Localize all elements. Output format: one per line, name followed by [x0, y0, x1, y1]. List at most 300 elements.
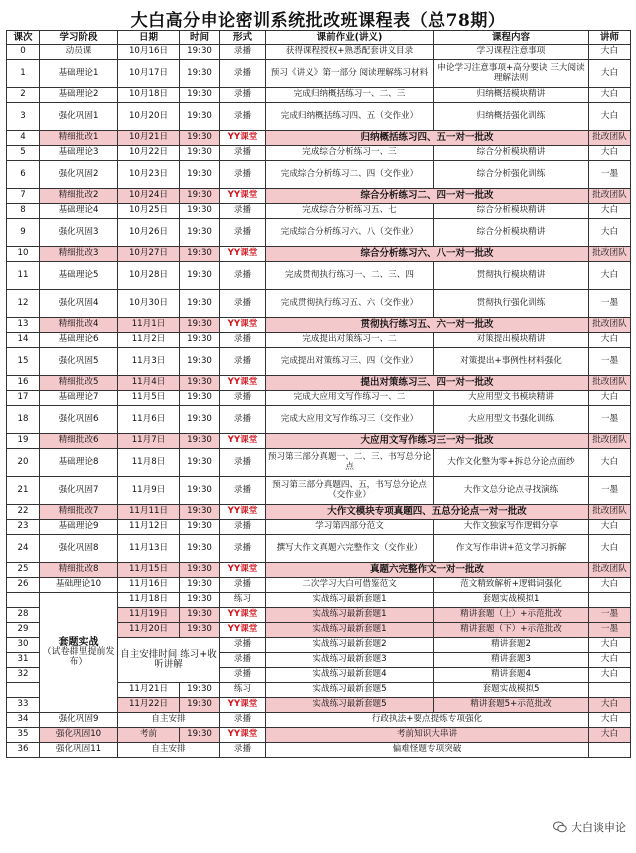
date-cell: 10月23日 [118, 161, 180, 189]
format-cell: YY课堂 [220, 189, 266, 204]
time-cell: 19:30 [180, 376, 220, 391]
time-cell: 19:30 [180, 391, 220, 406]
content-cell: 综合分析强化训练 [434, 161, 589, 189]
date-cell: 11月9日 [118, 477, 180, 505]
time-cell: 19:30 [180, 318, 220, 333]
lesson-number: 29 [7, 623, 40, 638]
content-cell: 精讲套题（上）+示范批改 [434, 608, 589, 623]
table-row [7, 477, 631, 505]
topic-cell: 行政执法+要点提炼专项强化 [266, 713, 589, 728]
teacher-cell: 一墨 [589, 608, 631, 623]
lesson-number: 13 [7, 318, 40, 333]
table-row [7, 204, 631, 219]
lesson-number: 20 [7, 449, 40, 477]
lesson-number: 16 [7, 376, 40, 391]
col-header: 形式 [220, 31, 266, 45]
format-cell: 录播 [220, 161, 266, 189]
table-row [7, 406, 631, 434]
homework-cell: 完成提出对策练习三、四（交作业） [266, 348, 434, 376]
format-cell: YY课堂 [220, 623, 266, 638]
teacher-cell: 大白 [589, 204, 631, 219]
content-cell: 大作文化整为零+拆总分论点面纱 [434, 449, 589, 477]
format-cell: YY课堂 [220, 728, 266, 743]
review-banner: 综合分析练习二、四一对一批改 [266, 189, 589, 204]
date-cell: 10月30日 [118, 290, 180, 318]
teacher-cell [589, 683, 631, 698]
teacher-cell: 大白 [589, 333, 631, 348]
stage-cell: 精细批改5 [40, 376, 118, 391]
time-cell: 19:30 [180, 290, 220, 318]
date-cell: 11月18日 [118, 593, 180, 608]
table-row [7, 505, 631, 520]
date-cell: 11月21日 [118, 683, 180, 698]
stage-cell: 基础理论5 [40, 262, 118, 290]
stage-cell: 基础理论9 [40, 520, 118, 535]
schedule-table [6, 30, 631, 758]
time-cell: 19:30 [180, 146, 220, 161]
stage-cell: 强化巩固2 [40, 161, 118, 189]
watermark [553, 819, 626, 835]
table-row [7, 449, 631, 477]
date-cell: 11月11日 [118, 505, 180, 520]
sprint-stage-cell [40, 593, 118, 713]
format-cell: 录播 [220, 520, 266, 535]
table-row [7, 219, 631, 247]
stage-cell: 精细批改7 [40, 505, 118, 520]
format-cell: 练习 [220, 593, 266, 608]
table-row [7, 434, 631, 449]
lesson-number: 34 [7, 713, 40, 728]
lesson-number: 7 [7, 189, 40, 204]
teacher-cell: 批改团队 [589, 505, 631, 520]
content-cell: 大作文独家写作逻辑分享 [434, 520, 589, 535]
date-cell: 11月6日 [118, 406, 180, 434]
date-cell: 10月17日 [118, 60, 180, 88]
date-cell: 10月25日 [118, 204, 180, 219]
homework-cell: 实战练习最新套题2 [266, 638, 434, 653]
date-cell: 11月16日 [118, 578, 180, 593]
content-cell: 范文精致解析+逻辑词强化 [434, 578, 589, 593]
format-cell: 录播 [220, 103, 266, 131]
time-cell: 19:30 [180, 189, 220, 204]
teacher-cell: 大白 [589, 653, 631, 668]
teacher-cell: 大白 [589, 668, 631, 683]
stage-cell: 基础理论7 [40, 391, 118, 406]
homework-cell: 实战练习最新套题5 [266, 683, 434, 698]
table-row [7, 290, 631, 318]
time-cell: 19:30 [180, 698, 220, 713]
date-cell: 11月13日 [118, 535, 180, 563]
time-cell: 19:30 [180, 623, 220, 638]
stage-cell: 强化巩固7 [40, 477, 118, 505]
lesson-number: 30 [7, 638, 40, 653]
date-cell: 10月27日 [118, 247, 180, 262]
col-header: 课次 [7, 31, 40, 45]
teacher-cell: 大白 [589, 103, 631, 131]
stage-cell: 强化巩固1 [40, 103, 118, 131]
homework-cell: 完成综合分析练习五、七 [266, 204, 434, 219]
review-banner: 综合分析练习六、八一对一批改 [266, 247, 589, 262]
time-cell: 19:30 [180, 449, 220, 477]
review-banner: 真题六完整作文一对一批改 [266, 563, 589, 578]
teacher-cell: 批改团队 [589, 131, 631, 146]
review-banner: 提出对策练习三、四一对一批改 [266, 376, 589, 391]
table-row [7, 376, 631, 391]
content-cell: 申论学习注意事项+高分要诀 三大阅读理解法则 [434, 60, 589, 88]
table-row [7, 45, 631, 60]
table-row [7, 161, 631, 189]
format-cell: YY课堂 [220, 563, 266, 578]
lesson-number: 17 [7, 391, 40, 406]
content-cell: 学习课程注意事项 [434, 45, 589, 60]
date-cell: 11月3日 [118, 348, 180, 376]
format-cell: YY课堂 [220, 698, 266, 713]
teacher-cell: 批改团队 [589, 247, 631, 262]
stage-cell: 强化巩固6 [40, 406, 118, 434]
format-cell: 录播 [220, 60, 266, 88]
content-cell: 对策提出+事例性材料强化 [434, 348, 589, 376]
format-cell: 录播 [220, 477, 266, 505]
table-row [7, 535, 631, 563]
homework-cell: 完成大应用文写作练习一、二 [266, 391, 434, 406]
format-cell: 录播 [220, 219, 266, 247]
lesson-number: 28 [7, 608, 40, 623]
time-cell: 19:30 [180, 103, 220, 131]
homework-cell: 获得课程授权+熟悉配套讲义目录 [266, 45, 434, 60]
table-row [7, 247, 631, 262]
time-cell: 19:30 [180, 247, 220, 262]
stage-cell: 动员课 [40, 45, 118, 60]
format-cell: 录播 [220, 406, 266, 434]
col-header: 讲师 [589, 31, 631, 45]
stage-cell: 强化巩固4 [40, 290, 118, 318]
teacher-cell: 大白 [589, 60, 631, 88]
table-row [7, 391, 631, 406]
format-cell: 录播 [220, 653, 266, 668]
stage-cell: 基础理论2 [40, 88, 118, 103]
table-row [7, 262, 631, 290]
homework-cell: 实战练习最新套题1 [266, 623, 434, 638]
teacher-cell: 一墨 [589, 290, 631, 318]
stage-cell: 基础理论6 [40, 333, 118, 348]
date-cell: 11月7日 [118, 434, 180, 449]
stage-cell: 强化巩固8 [40, 535, 118, 563]
format-cell: 录播 [220, 290, 266, 318]
teacher-cell: 大白 [589, 449, 631, 477]
time-cell: 19:30 [180, 45, 220, 60]
content-cell: 贯彻执行模块精讲 [434, 262, 589, 290]
format-cell: 录播 [220, 348, 266, 376]
format-cell: 录播 [220, 668, 266, 683]
time-cell: 19:30 [180, 204, 220, 219]
time-cell: 19:30 [180, 161, 220, 189]
sprint-stage-title: 套题实战 [58, 636, 99, 648]
lesson-number: 1 [7, 60, 40, 88]
table-row [7, 578, 631, 593]
stage-cell: 精细批改4 [40, 318, 118, 333]
format-cell: 练习 [220, 683, 266, 698]
time-cell: 19:30 [180, 505, 220, 520]
watermark-text: 大白谈申论 [571, 821, 626, 834]
time-cell: 19:30 [180, 683, 220, 698]
stage-cell: 基础理论1 [40, 60, 118, 88]
format-cell: YY课堂 [220, 247, 266, 262]
stage-cell: 基础理论8 [40, 449, 118, 477]
table-row [7, 146, 631, 161]
teacher-cell [589, 743, 631, 758]
schedule-body [7, 45, 631, 758]
self-arranged-cell: 自主安排 [118, 743, 220, 758]
teacher-cell: 批改团队 [589, 563, 631, 578]
date-cell: 10月22日 [118, 146, 180, 161]
review-banner: 大作文模块专项真题四、五总分论点一对一批改 [266, 505, 589, 520]
time-cell: 19:30 [180, 608, 220, 623]
table-row [7, 60, 631, 88]
content-cell: 大应用型文书模块精讲 [434, 391, 589, 406]
format-cell: 录播 [220, 88, 266, 103]
lesson-number: 15 [7, 348, 40, 376]
content-cell: 归纳概括模块精讲 [434, 88, 589, 103]
format-cell: YY课堂 [220, 318, 266, 333]
lesson-number: 18 [7, 406, 40, 434]
date-cell: 10月18日 [118, 88, 180, 103]
table-row [7, 520, 631, 535]
homework-cell: 完成归纳概括练习一、二、三 [266, 88, 434, 103]
col-header: 课前作业(讲义) [266, 31, 434, 45]
lesson-number: 36 [7, 743, 40, 758]
teacher-cell [589, 593, 631, 608]
homework-cell: 二次学习大白可借鉴范文 [266, 578, 434, 593]
homework-cell: 撰写大作文真题六完整作文（交作业） [266, 535, 434, 563]
homework-cell: 完成提出对策练习一、二 [266, 333, 434, 348]
format-cell: 录播 [220, 449, 266, 477]
format-cell: YY课堂 [220, 608, 266, 623]
format-cell: 录播 [220, 204, 266, 219]
format-cell: 录播 [220, 743, 266, 758]
homework-cell: 实战练习最新套题4 [266, 668, 434, 683]
review-banner: 大应用文写作练习三一对一批改 [266, 434, 589, 449]
teacher-cell: 一墨 [589, 477, 631, 505]
homework-cell: 完成归纳概括练习四、五（交作业） [266, 103, 434, 131]
content-cell: 精讲套题4 [434, 668, 589, 683]
format-cell: 录播 [220, 45, 266, 60]
stage-cell: 强化巩固11 [40, 743, 118, 758]
time-cell: 19:30 [180, 477, 220, 505]
topic-cell: 偏难怪题专项突破 [266, 743, 589, 758]
teacher-cell: 大白 [589, 219, 631, 247]
homework-cell: 完成大应用文写作练习三（交作业） [266, 406, 434, 434]
teacher-cell: 批改团队 [589, 189, 631, 204]
page-title: 大白高分申论密训系统批改班课程表（总78期） [130, 11, 506, 31]
lesson-number: 35 [7, 728, 40, 743]
teacher-cell: 大白 [589, 698, 631, 713]
teacher-cell: 大白 [589, 88, 631, 103]
time-cell: 19:30 [180, 728, 220, 743]
lesson-number: 12 [7, 290, 40, 318]
stage-cell: 强化巩固5 [40, 348, 118, 376]
lesson-number: 21 [7, 477, 40, 505]
table-row [7, 728, 631, 743]
content-cell: 作文写作串讲+范文学习拆解 [434, 535, 589, 563]
teacher-cell: 大白 [589, 728, 631, 743]
time-cell: 19:30 [180, 434, 220, 449]
date-cell: 11月2日 [118, 333, 180, 348]
format-cell: 录播 [220, 333, 266, 348]
lesson-number: 5 [7, 146, 40, 161]
homework-cell: 实战练习最新套题1 [266, 608, 434, 623]
teacher-cell: 大白 [589, 146, 631, 161]
teacher-cell: 大白 [589, 391, 631, 406]
header-row [7, 31, 631, 45]
stage-cell: 强化巩固9 [40, 713, 118, 728]
lesson-number [7, 683, 40, 698]
lesson-number: 32 [7, 668, 40, 683]
time-cell: 19:30 [180, 88, 220, 103]
format-cell: YY课堂 [220, 131, 266, 146]
lesson-number: 26 [7, 578, 40, 593]
lesson-number: 6 [7, 161, 40, 189]
homework-cell: 完成贯彻执行练习一、二、三、四 [266, 262, 434, 290]
table-row [7, 189, 631, 204]
content-cell: 大应用型文书强化训练 [434, 406, 589, 434]
teacher-cell: 大白 [589, 578, 631, 593]
content-cell: 精讲套题2 [434, 638, 589, 653]
date-cell: 10月21日 [118, 131, 180, 146]
time-cell: 19:30 [180, 406, 220, 434]
lesson-number: 31 [7, 653, 40, 668]
self-arranged-note: 自主安排时间 练习+收听讲解 [118, 638, 220, 683]
time-cell: 19:30 [180, 578, 220, 593]
teacher-cell: 一墨 [589, 623, 631, 638]
date-cell: 10月20日 [118, 103, 180, 131]
table-row [7, 88, 631, 103]
content-cell: 精讲套题3 [434, 653, 589, 668]
teacher-cell: 大白 [589, 638, 631, 653]
teacher-cell: 批改团队 [589, 376, 631, 391]
lesson-number: 33 [7, 698, 40, 713]
lesson-number [7, 593, 40, 608]
content-cell: 大作文总分论点寻找演练 [434, 477, 589, 505]
date-cell: 10月26日 [118, 219, 180, 247]
date-cell: 10月28日 [118, 262, 180, 290]
teacher-cell: 大白 [589, 262, 631, 290]
format-cell: 录播 [220, 391, 266, 406]
lesson-number: 25 [7, 563, 40, 578]
teacher-cell: 大白 [589, 45, 631, 60]
date-cell: 10月24日 [118, 189, 180, 204]
content-cell: 精讲套题（下）+示范批改 [434, 623, 589, 638]
date-cell: 考前 [118, 728, 180, 743]
content-cell: 对策提出模块精讲 [434, 333, 589, 348]
time-cell: 19:30 [180, 348, 220, 376]
content-cell: 贯彻执行强化训练 [434, 290, 589, 318]
homework-cell: 完成综合分析练习六、八（交作业） [266, 219, 434, 247]
self-arranged-cell: 自主安排 [118, 713, 220, 728]
review-banner: 贯彻执行练习五、六一对一批改 [266, 318, 589, 333]
content-cell: 套题实战模拟1 [434, 593, 589, 608]
time-cell: 19:30 [180, 333, 220, 348]
time-cell: 19:30 [180, 535, 220, 563]
time-cell: 19:30 [180, 131, 220, 146]
date-cell: 10月16日 [118, 45, 180, 60]
teacher-cell: 大白 [589, 535, 631, 563]
homework-cell: 实战练习最新套题5 [266, 698, 434, 713]
teacher-cell: 大白 [589, 713, 631, 728]
col-header: 学习阶段 [40, 31, 118, 45]
stage-cell: 基础理论4 [40, 204, 118, 219]
homework-cell: 预习《讲义》第一部分 阅读理解练习材料 [266, 60, 434, 88]
col-header: 日期 [118, 31, 180, 45]
table-row [7, 563, 631, 578]
homework-cell: 实战练习最新套题3 [266, 653, 434, 668]
lesson-number: 0 [7, 45, 40, 60]
content-cell: 归纳概括强化训练 [434, 103, 589, 131]
format-cell: YY课堂 [220, 376, 266, 391]
lesson-number: 3 [7, 103, 40, 131]
content-cell: 综合分析模块精讲 [434, 204, 589, 219]
lesson-number: 10 [7, 247, 40, 262]
stage-cell: 基础理论3 [40, 146, 118, 161]
stage-cell: 精细批改8 [40, 563, 118, 578]
table-row [7, 103, 631, 131]
col-header: 课程内容 [434, 31, 589, 45]
sprint-stage-note: （试卷群里提前发布） [42, 647, 115, 667]
date-cell: 11月4日 [118, 376, 180, 391]
teacher-cell: 批改团队 [589, 434, 631, 449]
table-row [7, 348, 631, 376]
format-cell: 录播 [220, 262, 266, 290]
stage-cell: 强化巩固3 [40, 219, 118, 247]
table-row [7, 593, 631, 608]
homework-cell: 预习第三部分真题四、五，书写总分论点（交作业） [266, 477, 434, 505]
homework-cell: 预习第三部分真题一、二、三、书写总分论点 [266, 449, 434, 477]
homework-cell: 学习第四部分范文 [266, 520, 434, 535]
format-cell: 录播 [220, 535, 266, 563]
time-cell: 19:30 [180, 60, 220, 88]
date-cell: 11月15日 [118, 563, 180, 578]
stage-cell: 精细批改2 [40, 189, 118, 204]
stage-cell: 精细批改3 [40, 247, 118, 262]
format-cell: 录播 [220, 146, 266, 161]
lesson-number: 19 [7, 434, 40, 449]
review-banner: 归纳概括练习四、五一对一批改 [266, 131, 589, 146]
homework-cell: 实战练习最新套题1 [266, 593, 434, 608]
wechat-icon [553, 821, 567, 833]
teacher-cell: 大白 [589, 520, 631, 535]
date-cell: 11月20日 [118, 623, 180, 638]
time-cell: 19:30 [180, 563, 220, 578]
stage-cell: 精细批改1 [40, 131, 118, 146]
format-cell: YY课堂 [220, 434, 266, 449]
col-header: 时间 [180, 31, 220, 45]
lesson-number: 23 [7, 520, 40, 535]
time-cell: 19:30 [180, 262, 220, 290]
stage-cell: 精细批改6 [40, 434, 118, 449]
lesson-number: 24 [7, 535, 40, 563]
teacher-cell: 批改团队 [589, 318, 631, 333]
homework-cell: 完成综合分析练习一、三 [266, 146, 434, 161]
stage-cell: 基础理论10 [40, 578, 118, 593]
date-cell: 11月8日 [118, 449, 180, 477]
format-cell: 录播 [220, 638, 266, 653]
date-cell: 11月19日 [118, 608, 180, 623]
teacher-cell: 一墨 [589, 161, 631, 189]
teacher-cell: 一墨 [589, 406, 631, 434]
content-cell: 精讲套题5+示范批改 [434, 698, 589, 713]
format-cell: YY课堂 [220, 505, 266, 520]
time-cell: 19:30 [180, 219, 220, 247]
table-row [7, 743, 631, 758]
